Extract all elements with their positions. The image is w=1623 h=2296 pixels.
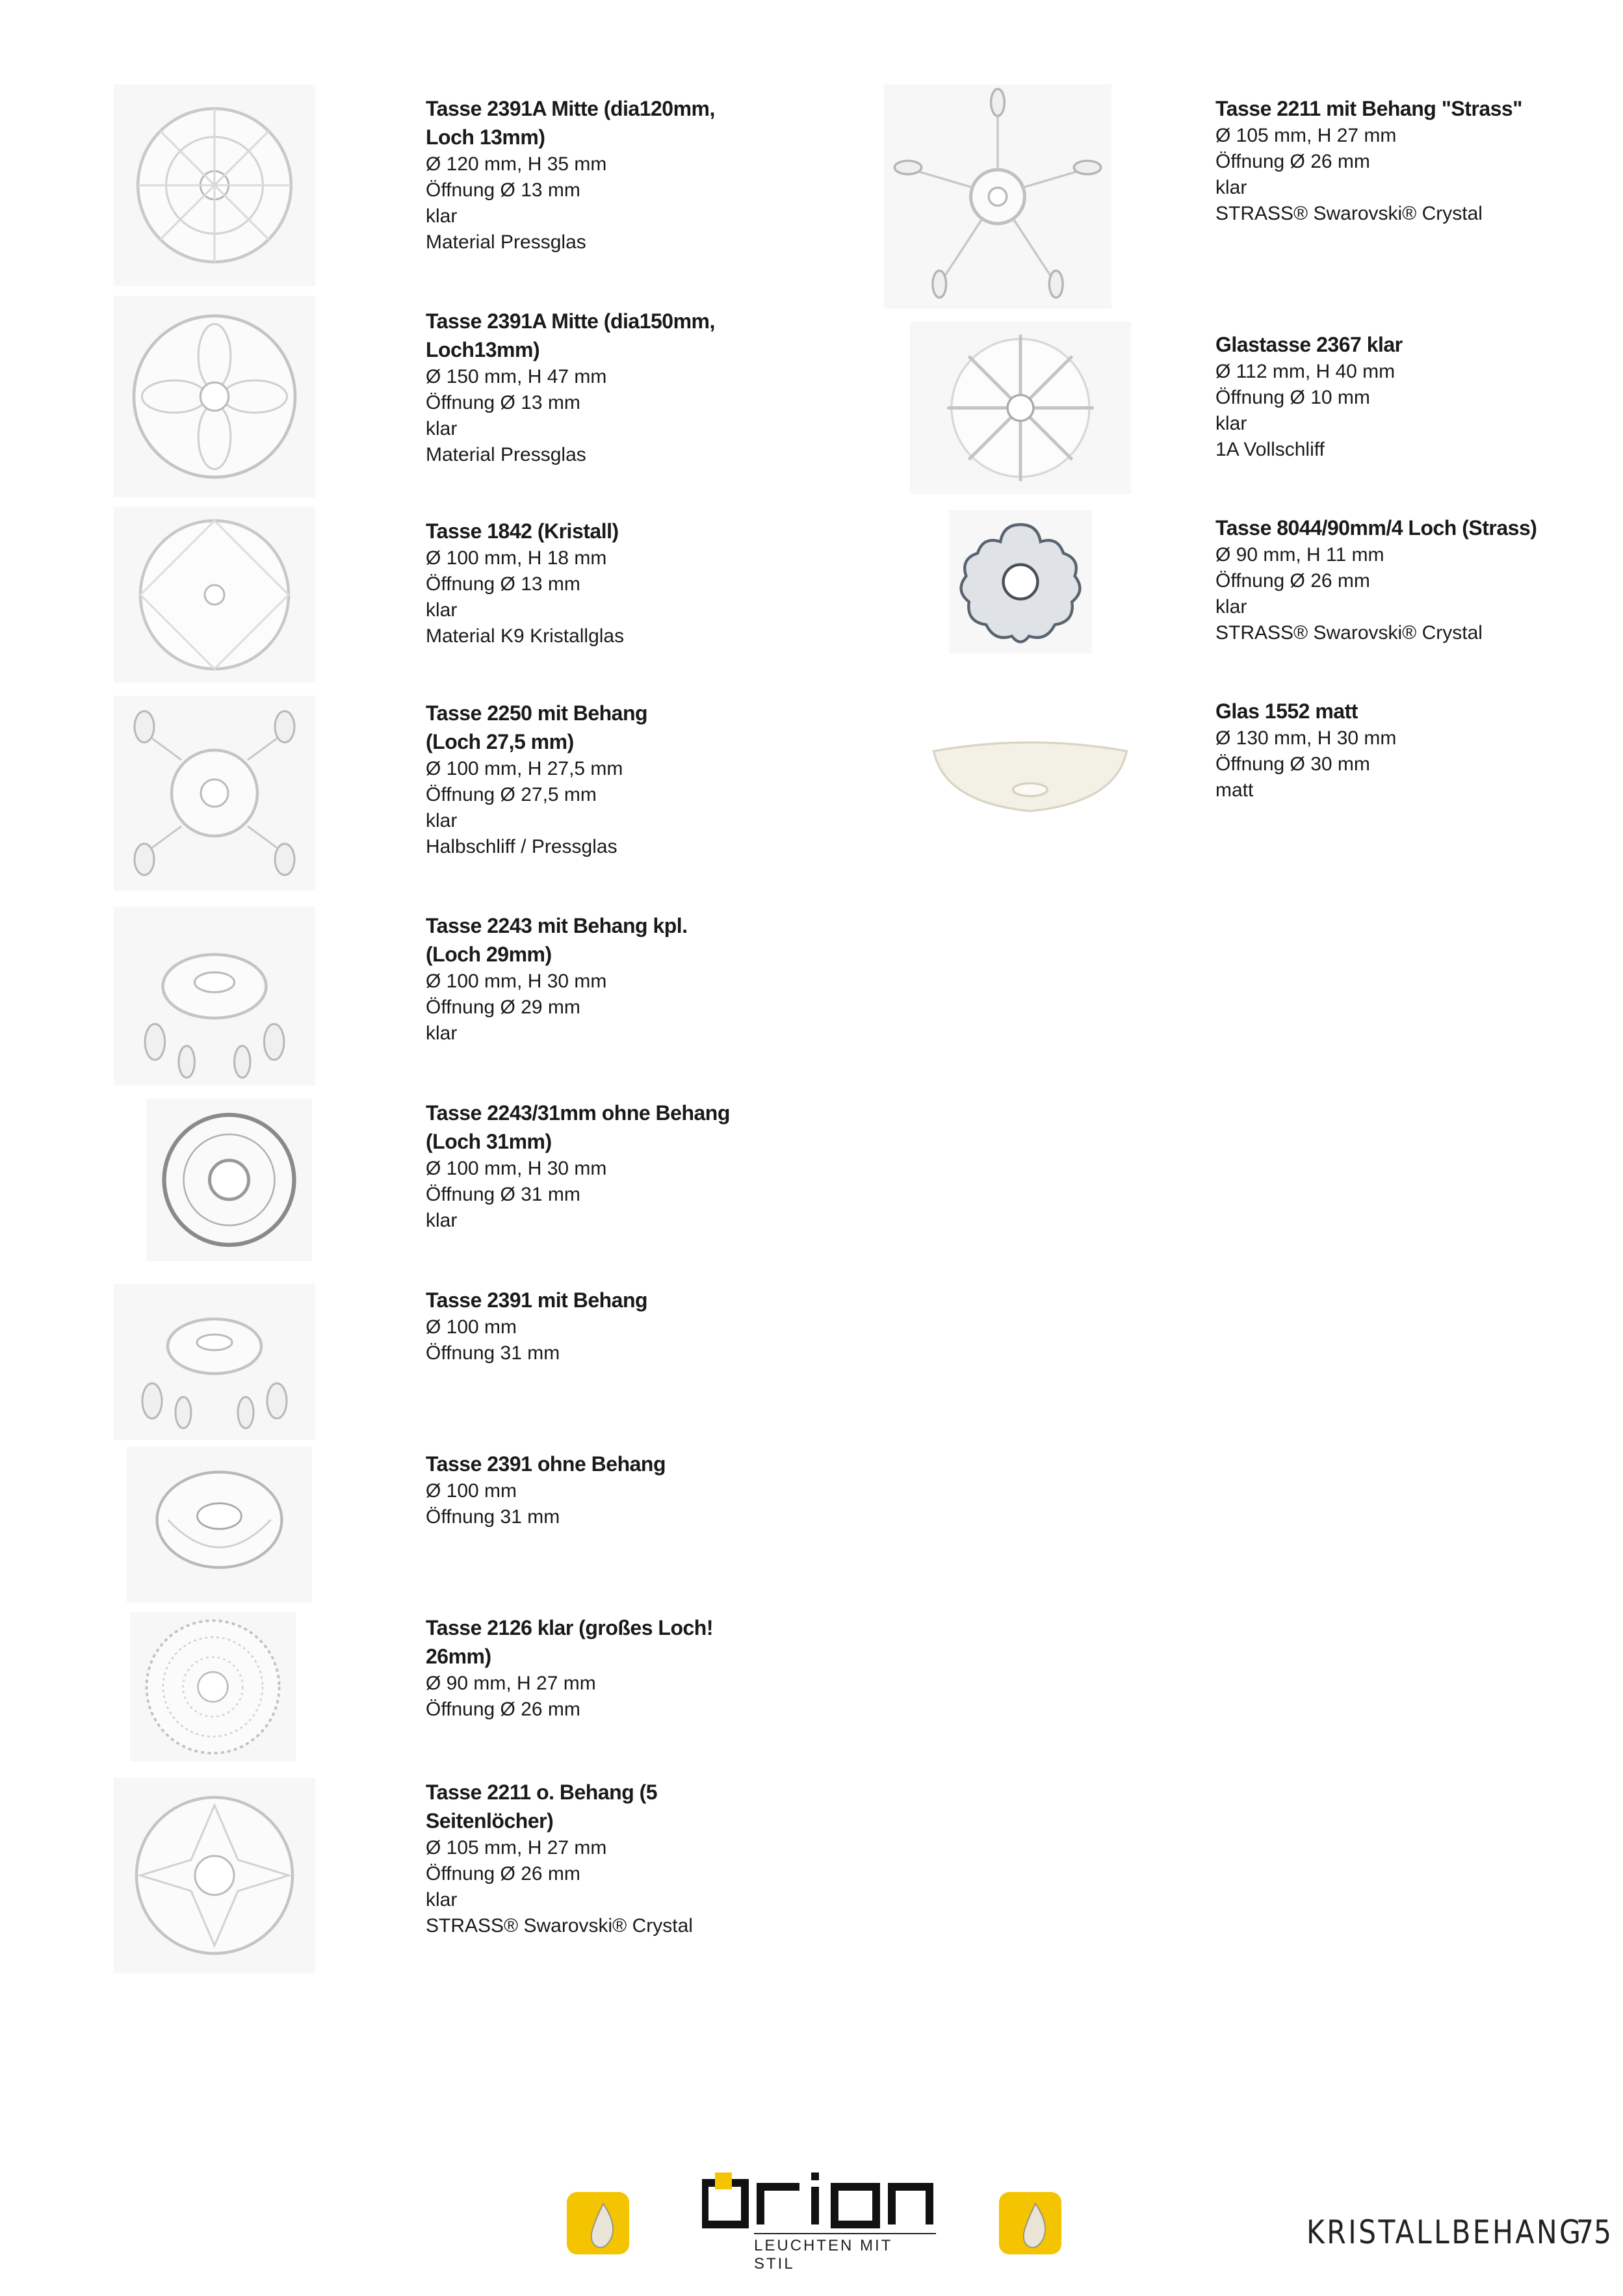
product-title: Tasse 2250 mit Behang xyxy=(426,701,648,725)
cup-with-pendants-icon xyxy=(114,696,315,891)
cup-with-pendants-icon xyxy=(114,1284,315,1440)
product-opening: Öffnung Ø 31 mm xyxy=(426,1184,580,1205)
product-material: Material Pressglas xyxy=(426,231,586,253)
product-opening: Öffnung Ø 13 mm xyxy=(426,179,580,201)
product-opening: Öffnung Ø 26 mm xyxy=(1215,570,1370,592)
product-title: Tasse 2391A Mitte (dia150mm, xyxy=(426,309,715,333)
product-material: STRASS® Swarovski® Crystal xyxy=(1215,622,1483,644)
product-opening: Öffnung Ø 13 mm xyxy=(426,573,580,595)
product-title: Loch 13mm) xyxy=(426,125,545,149)
product-finish: klar xyxy=(426,1023,458,1044)
product-material: Material Pressglas xyxy=(426,444,586,465)
product-dimensions: Ø 120 mm, H 35 mm xyxy=(426,153,607,175)
star-cut-cup-icon xyxy=(910,322,1131,494)
product-opening: Öffnung Ø 30 mm xyxy=(1215,753,1370,775)
page-number: 75 xyxy=(1576,2213,1612,2251)
product-title: Tasse 2391A Mitte (dia120mm, xyxy=(426,97,715,120)
product-title: Tasse 1842 (Kristall) xyxy=(426,519,619,543)
crystal-drop-badge-icon xyxy=(565,2191,630,2256)
orion-logo xyxy=(695,2165,936,2273)
scalloped-cup-icon xyxy=(127,1446,312,1602)
product-opening: Öffnung 31 mm xyxy=(426,1342,560,1364)
product-finish: matt xyxy=(1215,779,1254,801)
product-finish: klar xyxy=(426,599,458,621)
product-title: Seitenlöcher) xyxy=(426,1809,554,1833)
cup-with-pendants-icon xyxy=(114,907,315,1086)
cut-glass-cup-icon xyxy=(114,85,315,286)
product-dimensions: Ø 100 mm, H 18 mm xyxy=(426,547,607,569)
product-material: Halbschliff / Pressglas xyxy=(426,836,617,857)
product-title: Glastasse 2367 klar xyxy=(1215,333,1403,356)
product-title: Tasse 2391 ohne Behang xyxy=(426,1452,666,1476)
section-title: KRISTALLBEHANG xyxy=(1306,2213,1583,2251)
product-material: Material K9 Kristallglas xyxy=(426,625,625,647)
product-title: Glas 1552 matt xyxy=(1215,699,1358,723)
beaded-plate-icon xyxy=(130,1612,296,1762)
product-title: Tasse 2126 klar (großes Loch! xyxy=(426,1616,713,1639)
product-dimensions: Ø 100 mm xyxy=(426,1316,517,1338)
product-dimensions: Ø 130 mm, H 30 mm xyxy=(1215,727,1397,749)
product-title: (Loch 29mm) xyxy=(426,943,552,966)
product-finish: klar xyxy=(426,1889,458,1911)
orion-tagline: LEUCHTEN MIT STIL xyxy=(754,2233,936,2273)
product-opening: Öffnung Ø 29 mm xyxy=(426,997,580,1018)
product-title: Loch13mm) xyxy=(426,338,540,361)
product-dimensions: Ø 150 mm, H 47 mm xyxy=(426,366,607,387)
product-finish: klar xyxy=(426,1210,458,1231)
product-finish: klar xyxy=(1215,413,1247,434)
product-title: Tasse 2391 mit Behang xyxy=(426,1288,648,1312)
star-pendant-cup-icon xyxy=(884,85,1111,309)
product-opening: Öffnung Ø 26 mm xyxy=(426,1699,580,1720)
product-material: STRASS® Swarovski® Crystal xyxy=(426,1915,693,1937)
crystal-drop-badge-icon xyxy=(998,2191,1063,2256)
cut-glass-cup-icon xyxy=(114,296,315,497)
product-dimensions: Ø 90 mm, H 27 mm xyxy=(426,1673,596,1694)
flower-disc-icon xyxy=(949,510,1092,653)
product-material: STRASS® Swarovski® Crystal xyxy=(1215,203,1483,224)
orion-wordmark xyxy=(702,2165,936,2230)
product-finish: klar xyxy=(426,205,458,227)
product-dimensions: Ø 105 mm, H 27 mm xyxy=(426,1837,607,1859)
product-opening: Öffnung Ø 27,5 mm xyxy=(426,784,597,805)
product-material: 1A Vollschliff xyxy=(1215,439,1325,460)
product-opening: Öffnung 31 mm xyxy=(426,1506,560,1528)
product-opening: Öffnung Ø 13 mm xyxy=(426,392,580,413)
product-title: (Loch 27,5 mm) xyxy=(426,730,574,753)
product-dimensions: Ø 100 mm xyxy=(426,1480,517,1502)
product-finish: klar xyxy=(426,810,458,831)
product-dimensions: Ø 100 mm, H 30 mm xyxy=(426,1158,607,1179)
product-title: (Loch 31mm) xyxy=(426,1130,552,1153)
product-title: 26mm) xyxy=(426,1645,491,1668)
matte-bowl-icon xyxy=(923,725,1137,822)
product-finish: klar xyxy=(426,418,458,439)
product-finish: klar xyxy=(1215,177,1247,198)
product-title: Tasse 2211 o. Behang (5 xyxy=(426,1781,658,1804)
product-opening: Öffnung Ø 10 mm xyxy=(1215,387,1370,408)
product-dimensions: Ø 105 mm, H 27 mm xyxy=(1215,125,1397,146)
product-title: Tasse 8044/90mm/4 Loch (Strass) xyxy=(1215,516,1537,540)
cut-glass-cup-icon xyxy=(114,1778,315,1973)
crystal-cup-icon xyxy=(114,507,315,683)
product-opening: Öffnung Ø 26 mm xyxy=(426,1863,580,1885)
product-dimensions: Ø 112 mm, H 40 mm xyxy=(1215,361,1396,382)
product-title: Tasse 2243 mit Behang kpl. xyxy=(426,914,688,937)
product-title: Tasse 2243/31mm ohne Behang xyxy=(426,1101,730,1125)
product-dimensions: Ø 90 mm, H 11 mm xyxy=(1215,544,1384,566)
product-opening: Öffnung Ø 26 mm xyxy=(1215,151,1370,172)
scalloped-cup-icon xyxy=(146,1099,312,1261)
product-dimensions: Ø 100 mm, H 27,5 mm xyxy=(426,758,623,779)
product-finish: klar xyxy=(1215,596,1247,618)
product-dimensions: Ø 100 mm, H 30 mm xyxy=(426,971,607,992)
product-title: Tasse 2211 mit Behang "Strass" xyxy=(1215,97,1522,120)
